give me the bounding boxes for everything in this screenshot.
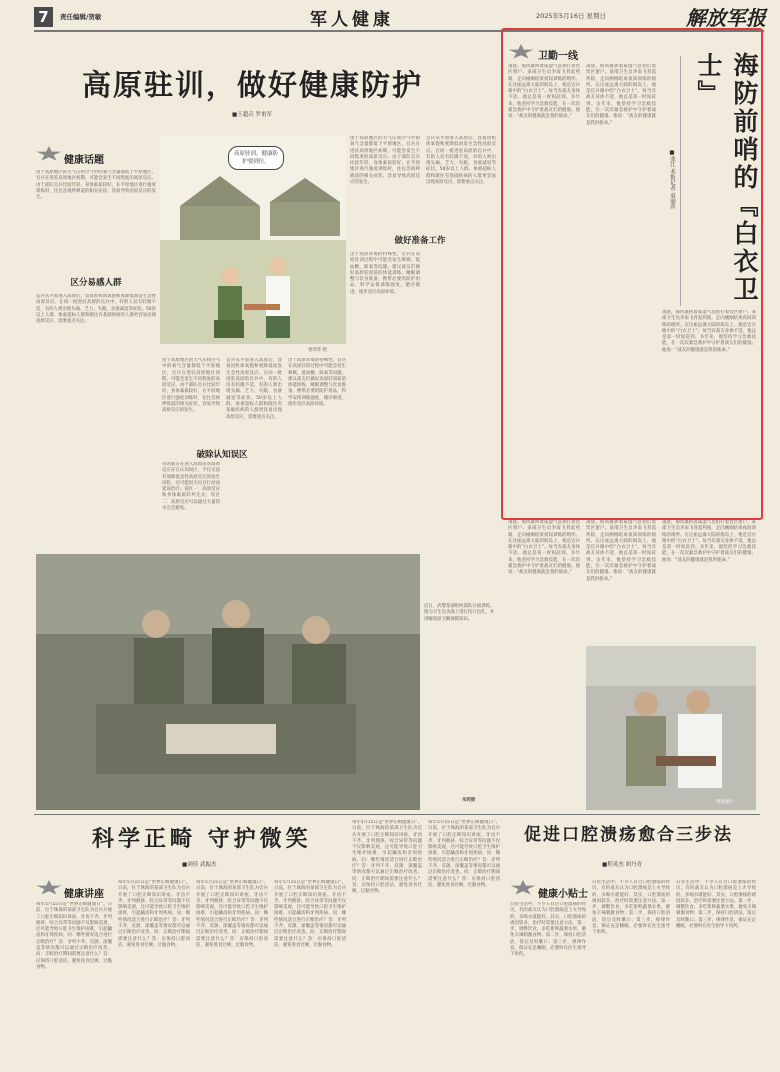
article4-col2-text: 日常生活中，不少人有过口腔溃疡的经历。有的战友认为口腔溃疡是上火导致的，多喝水就能好。其实，口腔溃疡的诱因较多，治疗时需要注意方法。第一步，调整饮食，多吃新鲜蔬菜水果，避免辛辣刺激食物；第二步，保持口腔清洁，饭后及时漱口；第三步，规律作息，保证充足睡眠，必要时在医生指导下用药。 <box>592 880 670 936</box>
article4-byline: ■程英杰 胡丹青 <box>602 862 642 868</box>
article2-col1-text: 凌晨，海风裹挟着咸湿气息拍打着营区窗户。某部卫生员李南飞背起药箱，走向刚刚结束夜间训练的哨所。在这座远离大陆的海岛上，他是官兵眼中的“白衣卫士”。每当有战友身体不适，他总是第一时间赶到。多年来，他坚持学习急救技能，在一次次紧急救护中守护着战友们的健康。他说：“战友的健康就是我的使命。” <box>508 64 580 120</box>
page-number: 7 <box>34 7 53 27</box>
article2-col6-text: 凌晨，海风裹挟着咸湿气息拍打着营区窗户。某部卫生员李南飞背起药箱，走向刚刚结束夜间训练的哨所。在这座远离大陆的海岛上，他是官兵眼中的“白衣卫士”。每当有战友身体不适，他总是第一时间赶到。多年来，他坚持学习急救技能，在一次次紧急救护中守护着战友们的健康。他说：“战友的健康就是我的使命。” <box>662 520 756 563</box>
medic-photo <box>586 646 756 810</box>
article3-byline: ■刘佳 武振杰 <box>182 862 217 868</box>
article2-byline: ■张江 本报记者 袁丽萍 <box>669 150 675 209</box>
article4-headline: 促进口腔溃疡愈合三步法 <box>524 825 733 845</box>
article1-headline: 高原驻训，做好健康防护 <box>82 68 424 102</box>
paper-logo: 解放军报 <box>686 6 766 30</box>
article3-col6-text: 每年5月15日是“世界正畸健康日”。日前，位于珠海的某部卫生队为官兵开展了口腔正畸知识讲座。牙齿不齐、牙列拥挤、咬合异常等问题不仅影响美观，还可能导致口腔卫生维护困难，引起龋齿和牙周疾病。问：哪些情况适合进行正畸治疗？答：牙列不齐、反颌、深覆盖等情况都可以通过正畸治疗改善。问：正畸治疗期间需要注意什么？答：应保持口腔清洁，避免进食过硬、过黏食物。 <box>428 820 500 888</box>
section-title: 军人健康 <box>310 10 394 30</box>
editor-credit: 责任编辑/贺敏 <box>60 13 102 21</box>
article1-col3-text: 官兵从平原进入高原后，容易因机体氧饱和度降低而发生急性高原反应。在同一批进驻高原的官兵中，有的人仅有轻微不适，有的人则出现头痛、乏力、失眠、食欲减退等症状。50岁以上人群、体重超标人群和既往有基础疾病的人群更容易出现高原反应，需要重点关注。 <box>226 358 282 420</box>
speech-bubble: 高原驻训，健康防护要到位。 <box>228 146 284 170</box>
article1-col5-text: 由于高原地区的大气压和空气中的氧气含量都低于平原地区，官兵在进驻高原地区初期，可能会发生不同程度的高原反应。由于部队官兵比较年轻、身体素质较好，在平原地区进行强度训练时，往往忽视呼吸道的相关症状，容易导致高原反应的发生。 <box>350 136 420 186</box>
article1-col4-text: 出于高原环境的特殊性，官兵在高原驻训过程中可能会发生晕厥、低血糖、缺氧等问题。建议战友们做好高原驻训前的体能训练、睡眠调整与饮食准备，携带必要的防护用品，科学安排训练强度，循序渐进，逐步适应高原环境。 <box>288 358 346 408</box>
star-icon <box>36 880 62 896</box>
article3-col3-text: 每年5月15日是“世界正畸健康日”。日前，位于珠海的某部卫生队为官兵开展了口腔正畸知识讲座。牙齿不齐、牙列拥挤、咬合异常等问题不仅影响美观，还可能导致口腔卫生维护困难，引起龋齿和牙周疾病。问：哪些情况适合进行正畸治疗？答：牙列不齐、反颌、深覆盖等情况都可以通过正畸治疗改善。问：正畸治疗期间需要注意什么？答：应保持口腔清洁，避免进食过硬、过黏食物。 <box>196 880 268 948</box>
article2-col5-text: 凌晨，海风裹挟着咸湿气息拍打着营区窗户。某部卫生员李南飞背起药箱，走向刚刚结束夜间训练的哨所。在这座远离大陆的海岛上，他是官兵眼中的“白衣卫士”。每当有战友身体不适，他总是第一时间赶到。多年来，他坚持学习急救技能，在一次次紧急救护中守护着战友们的健康。他说：“战友的健康就是我的使命。” <box>586 520 656 582</box>
article1-col6-text: 官兵从平原进入高原后，容易因机体氧饱和度降低而发生急性高原反应。在同一批进驻高原的官兵中，有的人仅有轻微不适，有的人则出现头痛、乏力、失眠、食欲减退等症状。50岁以上人群、体重超标人群和既往有基础疾病的人群更容易出现高原反应，需要重点关注。 <box>426 136 496 186</box>
article2-col3-text: 凌晨，海风裹挟着咸湿气息拍打着营区窗户。某部卫生员李南飞背起药箱，走向刚刚结束夜间训练的哨所。在这座远离大陆的海岛上，他是官兵眼中的“白衣卫士”。每当有战友身体不适，他总是第一时间赶到。多年来，他坚持学习急救技能，在一次次紧急救护中守护着战友们的健康。他说：“战友的健康就是我的使命。” <box>662 310 756 353</box>
article3-column-tag: 健康讲座 <box>64 889 104 900</box>
article1-column-tag: 健康话题 <box>64 155 104 166</box>
article1-sub1-text: 官兵从平原进入高原后，容易因机体氧饱和度降低而发生急性高原反应。在同一批进驻高原的官兵中，有的人仅有轻微不适，有的人则出现头痛、乏力、失眠、食欲减退等症状。50岁以上人群、体重超标人群和既往有基础疾病的人群更容易出现高原反应，需要重点关注。 <box>36 294 156 325</box>
soldiers-training-photo <box>36 554 420 810</box>
article3-headline: 科学正畸 守护微笑 <box>92 827 312 852</box>
article3-col1-text: 每年5月15日是“世界正畸健康日”。日前，位于珠海的某部卫生队为官兵开展了口腔正畸知识讲座。牙齿不齐、牙列拥挤、咬合异常等问题不仅影响美观，还可能导致口腔卫生维护困难，引起龋齿和牙周疾病。问：哪些情况适合进行正畸治疗？答：牙列不齐、反颌、深覆盖等情况都可以通过正畸治疗改善。问：正畸治疗期间需要注意什么？答：应保持口腔清洁，避免进食过硬、过黏食物。 <box>36 902 112 970</box>
article3-col5-text: 每年5月15日是“世界正畸健康日”。日前，位于珠海的某部卫生队为官兵开展了口腔正畸知识讲座。牙齿不齐、牙列拥挤、咬合异常等问题不仅影响美观，还可能导致口腔卫生维护困难，引起龋齿和牙周疾病。问：哪些情况适合进行正畸治疗？答：牙列不齐、反颌、深覆盖等情况都可以通过正畸治疗改善。问：正畸治疗期间需要注意什么？答：应保持口腔清洁，避免进食过硬、过黏食物。 <box>352 820 422 895</box>
side-photo-credit: 朱晖摄 <box>462 798 476 803</box>
issue-date: 2025年5月16日 星期日 <box>536 12 607 20</box>
article1-subhead-3: 做好准备工作 <box>394 236 446 246</box>
article2-title: 海防前哨的『白衣卫士』 <box>694 52 759 304</box>
article1-col2-text: 由于高原地区的大气压和空气中的氧气含量都低于平原地区，官兵在进驻高原地区初期，可能会发生不同程度的高原反应。由于部队官兵比较年轻、身体素质较好，在平原地区进行强度训练时，往往忽视呼吸道的相关症状，容易导致高原反应的发生。 <box>162 358 220 414</box>
article4-column-tag: 健康小贴士 <box>538 889 588 900</box>
article1-sub3-text: 出于高原环境的特殊性，官兵在高原驻训过程中可能会发生晕厥、低血糖、缺氧等问题。建议战友们做好高原驻训前的体能训练、睡眠调整与饮食准备，携带必要的防护用品，科学安排训练强度，循序渐进，逐步适应高原环境。 <box>350 252 420 295</box>
article3-col2-text: 每年5月15日是“世界正畸健康日”。日前，位于珠海的某部卫生队为官兵开展了口腔正畸知识讲座。牙齿不齐、牙列拥挤、咬合异常等问题不仅影响美观，还可能导致口腔卫生维护困难，引起龋齿和牙周疾病。问：哪些情况适合进行正畸治疗？答：牙列不齐、反颌、深覆盖等情况都可以通过正畸治疗改善。问：正畸治疗期间需要注意什么？答：应保持口腔清洁，避免进食过硬、过黏食物。 <box>118 880 190 948</box>
article4-col1-text: 日常生活中，不少人有过口腔溃疡的经历。有的战友认为口腔溃疡是上火导致的，多喝水就能好。其实，口腔溃疡的诱因较多，治疗时需要注意方法。第一步，调整饮食，多吃新鲜蔬菜水果，避免辛辣刺激食物；第二步，保持口腔清洁，饭后及时漱口；第三步，规律作息，保证充足睡眠，必要时在医生指导下用药。 <box>510 902 586 958</box>
article1-subhead-1: 区分易感人群 <box>70 278 122 288</box>
article2-col2-text: 凌晨，海风裹挟着咸湿气息拍打着营区窗户。某部卫生员李南飞背起药箱，走向刚刚结束夜间训练的哨所。在这座远离大陆的海岛上，他是官兵眼中的“白衣卫士”。每当有战友身体不适，他总是第一时间赶到。多年来，他坚持学习急救技能，在一次次紧急救护中守护着战友们的健康。他说：“战友的健康就是我的使命。” <box>586 64 656 126</box>
side-photo-caption: 近日，武警某部组织部队开展训练。图为卫生员为战士进行伤口包扎，并讲解高原卫勤保障知识。 <box>424 604 495 622</box>
star-icon <box>36 146 62 162</box>
article1-byline: ■王超垚 罗甫军 <box>232 112 272 118</box>
article1-intro: 由于高原地区的大气压和空气中的氧气含量都低于平原地区，官兵在进驻高原地区初期，可能会发生不同程度的高原反应。由于部队官兵比较年轻、身体素质较好，在平原地区进行强度训练时，往往忽视呼吸道的相关症状，容易导致高原反应的发生。 <box>36 170 156 201</box>
illustration-credit: 曾伟华 绘 <box>308 348 327 353</box>
medic-photo-label: 现场图片 <box>716 800 734 805</box>
article4-col3-text: 日常生活中，不少人有过口腔溃疡的经历。有的战友认为口腔溃疡是上火导致的，多喝水就能好。其实，口腔溃疡的诱因较多，治疗时需要注意方法。第一步，调整饮食，多吃新鲜蔬菜水果，避免辛辣刺激食物；第二步，保持口腔清洁，饭后及时漱口；第三步，规律作息，保证充足睡眠，必要时在医生指导下用药。 <box>676 880 756 930</box>
article2-column: 卫勤一线 <box>538 51 578 62</box>
article2-col4-text: 凌晨，海风裹挟着咸湿气息拍打着营区窗户。某部卫生员李南飞背起药箱，走向刚刚结束夜间训练的哨所。在这座远离大陆的海岛上，他是官兵眼中的“白衣卫士”。每当有战友身体不适，他总是第一时间赶到。多年来，他坚持学习急救技能，在一次次紧急救护中守护着战友们的健康。他说：“战友的健康就是我的使命。” <box>508 520 580 576</box>
article3-col4-text: 每年5月15日是“世界正畸健康日”。日前，位于珠海的某部卫生队为官兵开展了口腔正畸知识讲座。牙齿不齐、牙列拥挤、咬合异常等问题不仅影响美观，还可能导致口腔卫生维护困难，引起龋齿和牙周疾病。问：哪些情况适合进行正畸治疗？答：牙列不齐、反颌、深覆盖等情况都可以通过正畸治疗改善。问：正畸治疗期间需要注意什么？答：应保持口腔清洁，避免进食过硬、过黏食物。 <box>274 880 346 948</box>
article1-sub2-text: 有的战友在进入高原前对高原反应存在认知误区，不仅无法有效降低急性高原反应的发生风险，还可能因为盲目行动而延误治疗。误区一：高原反应和身体素质好坏无关；误区二：高原反应可以通过大量饮水完全避免。 <box>162 462 220 512</box>
divider <box>680 56 681 306</box>
star-icon <box>510 880 536 896</box>
article1-subhead-2: 破除认知误区 <box>196 450 248 460</box>
section-divider <box>34 814 760 815</box>
